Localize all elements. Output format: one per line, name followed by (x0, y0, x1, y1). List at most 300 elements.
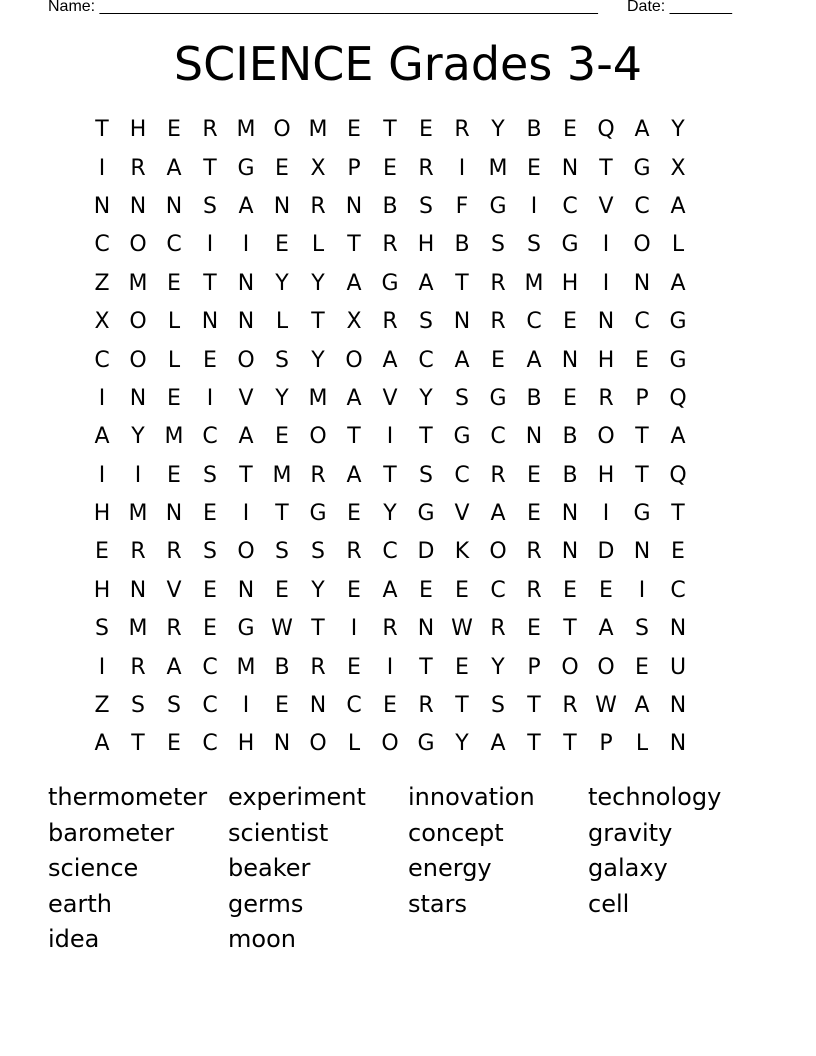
grid-letter: T (131, 731, 145, 757)
word-list-item: galaxy (588, 854, 668, 883)
grid-letter: E (635, 654, 649, 680)
grid-letter: L (167, 347, 181, 373)
grid-letter: B (274, 654, 290, 680)
grid-letter: T (527, 731, 541, 757)
grid-letter: W (271, 616, 293, 642)
grid-letter: E (347, 117, 361, 143)
grid-letter: E (347, 654, 361, 680)
grid-letter: G (237, 616, 255, 642)
grid-letter: S (635, 616, 649, 642)
word-list-item: beaker (228, 854, 311, 883)
grid-letter: V (238, 385, 254, 411)
grid-letter: I (242, 693, 250, 719)
grid-letter: E (455, 577, 469, 603)
grid-letter: T (419, 424, 433, 450)
grid-letter: E (167, 270, 181, 296)
grid-letter: O (273, 117, 291, 143)
grid-letter: Y (275, 385, 289, 411)
grid-letter: X (94, 309, 110, 335)
word-list-item: moon (228, 925, 296, 954)
grid-letter: Y (491, 117, 505, 143)
grid-letter: E (167, 385, 181, 411)
grid-letter: E (563, 309, 577, 335)
grid-letter: A (166, 654, 182, 680)
grid-letter: R (310, 193, 326, 219)
grid-letter: I (206, 385, 214, 411)
grid-letter: C (526, 309, 542, 335)
grid-letter: C (670, 577, 686, 603)
grid-letter: V (598, 193, 614, 219)
grid-letter: A (454, 347, 470, 373)
grid-letter: Y (383, 501, 397, 527)
grid-letter: P (527, 654, 541, 680)
grid-letter: C (202, 424, 218, 450)
grid-letter: H (129, 117, 147, 143)
grid-letter: H (417, 232, 435, 258)
grid-letter: O (309, 424, 327, 450)
grid-letter: I (602, 232, 610, 258)
grid-letter: R (130, 539, 146, 565)
grid-letter: N (453, 309, 471, 335)
word-list-item: stars (408, 889, 467, 918)
grid-letter: G (489, 193, 507, 219)
grid-letter: N (93, 193, 111, 219)
grid-letter: A (94, 731, 110, 757)
grid-letter: Y (311, 577, 325, 603)
grid-letter: A (166, 155, 182, 181)
grid-letter: T (239, 462, 253, 488)
grid-letter: W (451, 616, 473, 642)
grid-letter: A (238, 193, 254, 219)
grid-letter: T (635, 424, 649, 450)
grid-letter: N (561, 539, 579, 565)
grid-letter: A (346, 462, 362, 488)
grid-letter: M (236, 117, 256, 143)
grid-letter: R (526, 539, 542, 565)
grid-letter: T (311, 309, 325, 335)
grid-letter: E (527, 501, 541, 527)
grid-letter: E (599, 577, 613, 603)
grid-letter: Q (669, 385, 687, 411)
grid-letter: T (635, 462, 649, 488)
grid-letter: U (669, 654, 687, 680)
grid-letter: I (98, 385, 106, 411)
grid-row (84, 303, 732, 341)
grid-letter: D (597, 539, 615, 565)
grid-letter: C (94, 347, 110, 373)
grid-letter: Y (419, 385, 433, 411)
grid-row (84, 188, 732, 226)
grid-letter: N (309, 693, 327, 719)
grid-letter: B (382, 193, 398, 219)
grid-letter: R (490, 462, 506, 488)
grid-row (84, 687, 732, 725)
grid-letter: Q (669, 462, 687, 488)
grid-letter: G (453, 424, 471, 450)
grid-letter: T (203, 270, 217, 296)
grid-letter: E (203, 347, 217, 373)
grid-letter: E (167, 731, 181, 757)
grid-letter: B (562, 462, 578, 488)
grid-letter: H (597, 462, 615, 488)
grid-letter: T (347, 424, 361, 450)
grid-letter: D (417, 539, 435, 565)
grid-row (84, 380, 732, 418)
grid-letter: T (455, 693, 469, 719)
grid-row (84, 648, 732, 686)
grid-row (84, 265, 732, 303)
grid-letter: T (203, 155, 217, 181)
grid-letter: O (633, 232, 651, 258)
grid-letter: A (634, 693, 650, 719)
grid-letter: Z (94, 693, 110, 719)
grid-letter: C (202, 693, 218, 719)
grid-letter: A (526, 347, 542, 373)
grid-letter: L (167, 309, 181, 335)
page-title: SCIENCE Grades 3-4 (173, 37, 643, 91)
grid-row (84, 418, 732, 456)
grid-row (84, 572, 732, 610)
grid-letter: E (275, 232, 289, 258)
word-list (48, 780, 768, 958)
date-field[interactable]: Date: _______ (627, 0, 732, 15)
word-list-item: science (48, 854, 139, 883)
grid-letter: R (130, 155, 146, 181)
grid-letter: N (561, 155, 579, 181)
grid-letter: N (633, 270, 651, 296)
grid-letter: S (131, 693, 145, 719)
grid-letter: A (346, 270, 362, 296)
grid-letter: S (527, 232, 541, 258)
grid-letter: T (383, 462, 397, 488)
grid-letter: N (669, 616, 687, 642)
grid-letter: G (669, 309, 687, 335)
grid-letter: E (563, 385, 577, 411)
grid-letter: M (308, 385, 328, 411)
grid-letter: I (458, 155, 466, 181)
grid-letter: G (309, 501, 327, 527)
grid-row (84, 725, 732, 763)
grid-letter: O (237, 347, 255, 373)
grid-letter: N (633, 539, 651, 565)
grid-letter: R (598, 385, 614, 411)
grid-letter: S (419, 193, 433, 219)
grid-letter: A (490, 501, 506, 527)
grid-letter: R (418, 155, 434, 181)
grid-row (84, 226, 732, 264)
grid-letter: L (347, 731, 361, 757)
grid-letter: C (382, 539, 398, 565)
grid-letter: I (638, 577, 646, 603)
grid-letter: A (670, 193, 686, 219)
word-list-row (48, 780, 768, 816)
grid-letter: I (350, 616, 358, 642)
grid-letter: T (347, 232, 361, 258)
grid-letter: Q (597, 117, 615, 143)
grid-letter: C (562, 193, 578, 219)
grid-letter: N (597, 309, 615, 335)
grid-letter: I (242, 232, 250, 258)
word-list-item: cell (588, 889, 630, 918)
grid-letter: T (95, 117, 109, 143)
grid-letter: M (164, 424, 184, 450)
grid-letter: B (454, 232, 470, 258)
grid-letter: N (273, 731, 291, 757)
grid-letter: Y (491, 654, 505, 680)
grid-letter: N (237, 577, 255, 603)
grid-letter: S (203, 193, 217, 219)
grid-letter: I (386, 654, 394, 680)
grid-letter: I (134, 462, 142, 488)
grid-letter: M (272, 462, 292, 488)
grid-letter: O (345, 347, 363, 373)
grid-letter: R (526, 577, 542, 603)
grid-letter: I (602, 270, 610, 296)
grid-letter: X (346, 309, 362, 335)
grid-letter: O (597, 424, 615, 450)
grid-letter: E (527, 155, 541, 181)
grid-letter: V (382, 385, 398, 411)
word-list-item: concept (408, 818, 504, 847)
grid-letter: M (128, 270, 148, 296)
word-list-item: barometer (48, 818, 175, 847)
word-search-grid (84, 111, 732, 764)
grid-letter: C (454, 462, 470, 488)
grid-letter: O (489, 539, 507, 565)
grid-letter: B (526, 385, 542, 411)
grid-letter: R (130, 654, 146, 680)
grid-letter: N (165, 193, 183, 219)
grid-letter: Z (94, 270, 110, 296)
grid-letter: W (595, 693, 617, 719)
grid-letter: T (563, 616, 577, 642)
grid-letter: E (419, 117, 433, 143)
grid-letter: E (563, 577, 577, 603)
grid-letter: O (129, 347, 147, 373)
grid-letter: A (346, 385, 362, 411)
grid-letter: S (275, 539, 289, 565)
grid-letter: A (382, 347, 398, 373)
grid-letter: P (347, 155, 361, 181)
grid-letter: H (237, 731, 255, 757)
grid-letter: I (98, 654, 106, 680)
grid-letter: E (563, 117, 577, 143)
grid-letter: S (167, 693, 181, 719)
grid-letter: O (561, 654, 579, 680)
grid-letter: N (561, 501, 579, 527)
grid-letter: Y (311, 347, 325, 373)
grid-letter: N (129, 193, 147, 219)
grid-letter: B (562, 424, 578, 450)
grid-letter: C (202, 731, 218, 757)
grid-letter: I (98, 462, 106, 488)
word-list-item: gravity (588, 818, 673, 847)
grid-letter: A (670, 424, 686, 450)
grid-letter: E (527, 616, 541, 642)
grid-letter: C (634, 193, 650, 219)
grid-letter: I (602, 501, 610, 527)
grid-letter: P (599, 731, 613, 757)
grid-letter: M (308, 117, 328, 143)
word-list-row (48, 887, 768, 923)
grid-letter: O (597, 654, 615, 680)
grid-letter: P (635, 385, 649, 411)
grid-letter: G (561, 232, 579, 258)
grid-letter: T (527, 693, 541, 719)
grid-letter: E (527, 462, 541, 488)
grid-letter: T (563, 731, 577, 757)
grid-letter: N (201, 309, 219, 335)
grid-letter: Y (671, 117, 685, 143)
grid-letter: E (275, 693, 289, 719)
grid-letter: L (311, 232, 325, 258)
grid-letter: E (275, 155, 289, 181)
word-list-item: energy (408, 854, 492, 883)
grid-letter: E (419, 577, 433, 603)
grid-letter: R (562, 693, 578, 719)
grid-row (84, 533, 732, 571)
grid-letter: S (419, 462, 433, 488)
word-list-item: idea (48, 925, 100, 954)
grid-letter: S (419, 309, 433, 335)
grid-letter: G (417, 731, 435, 757)
grid-letter: R (382, 232, 398, 258)
grid-letter: V (166, 577, 182, 603)
grid-letter: N (525, 424, 543, 450)
grid-letter: E (383, 155, 397, 181)
grid-letter: H (93, 501, 111, 527)
grid-letter: N (417, 616, 435, 642)
grid-letter: A (490, 731, 506, 757)
grid-letter: S (491, 232, 505, 258)
grid-letter: O (129, 309, 147, 335)
grid-letter: M (488, 155, 508, 181)
grid-letter: E (167, 462, 181, 488)
grid-letter: E (347, 577, 361, 603)
grid-letter: S (95, 616, 109, 642)
grid-letter: A (238, 424, 254, 450)
grid-letter: R (346, 539, 362, 565)
grid-letter: N (669, 693, 687, 719)
grid-letter: N (561, 347, 579, 373)
grid-letter: G (489, 385, 507, 411)
grid-letter: T (419, 654, 433, 680)
grid-letter: C (166, 232, 182, 258)
grid-letter: H (561, 270, 579, 296)
grid-letter: T (383, 117, 397, 143)
grid-letter: M (524, 270, 544, 296)
grid-letter: E (95, 539, 109, 565)
grid-letter: E (275, 577, 289, 603)
word-list-item: experiment (228, 783, 366, 812)
grid-letter: X (310, 155, 326, 181)
grid-letter: K (454, 539, 470, 565)
word-list-item: thermometer (48, 783, 208, 812)
grid-letter: Y (311, 270, 325, 296)
grid-letter: L (671, 232, 685, 258)
grid-letter: E (203, 577, 217, 603)
word-list-row (48, 816, 768, 852)
grid-letter: E (347, 501, 361, 527)
grid-letter: O (309, 731, 327, 757)
grid-letter: E (635, 347, 649, 373)
grid-letter: S (203, 539, 217, 565)
grid-letter: T (311, 616, 325, 642)
grid-letter: A (634, 117, 650, 143)
grid-letter: T (599, 155, 613, 181)
grid-letter: A (94, 424, 110, 450)
grid-letter: N (129, 385, 147, 411)
grid-letter: Y (455, 731, 469, 757)
grid-letter: T (671, 501, 685, 527)
grid-letter: R (454, 117, 470, 143)
grid-letter: G (381, 270, 399, 296)
grid-letter: R (490, 616, 506, 642)
grid-letter: Y (275, 270, 289, 296)
grid-letter: G (633, 501, 651, 527)
grid-letter: N (345, 193, 363, 219)
grid-letter: G (237, 155, 255, 181)
grid-letter: I (386, 424, 394, 450)
grid-row (84, 457, 732, 495)
name-field[interactable]: Name: ________________________________________________________ (48, 0, 598, 15)
grid-letter: M (128, 501, 148, 527)
grid-letter: N (237, 270, 255, 296)
grid-letter: S (455, 385, 469, 411)
grid-letter: C (202, 654, 218, 680)
grid-letter: R (490, 309, 506, 335)
grid-letter: A (382, 577, 398, 603)
grid-letter: R (310, 654, 326, 680)
grid-letter: O (237, 539, 255, 565)
grid-letter: C (490, 577, 506, 603)
grid-letter: N (273, 193, 291, 219)
word-list-row (48, 851, 768, 887)
grid-letter: C (418, 347, 434, 373)
word-list-row (48, 922, 768, 958)
word-list-item: earth (48, 889, 112, 918)
grid-letter: N (129, 577, 147, 603)
grid-letter: L (635, 731, 649, 757)
grid-letter: C (490, 424, 506, 450)
grid-letter: L (275, 309, 289, 335)
grid-row (84, 610, 732, 648)
word-list-item: germs (228, 889, 304, 918)
grid-letter: F (455, 193, 469, 219)
grid-letter: G (417, 501, 435, 527)
grid-letter: H (597, 347, 615, 373)
grid-letter: T (455, 270, 469, 296)
grid-row (84, 495, 732, 533)
grid-letter: I (98, 155, 106, 181)
grid-letter: S (491, 693, 505, 719)
grid-letter: R (202, 117, 218, 143)
grid-letter: R (382, 616, 398, 642)
grid-letter: A (418, 270, 434, 296)
grid-letter: E (455, 654, 469, 680)
grid-letter: C (634, 309, 650, 335)
grid-letter: M (128, 616, 148, 642)
grid-letter: E (383, 693, 397, 719)
grid-letter: I (530, 193, 538, 219)
grid-letter: R (418, 693, 434, 719)
grid-row (84, 111, 732, 149)
word-list-item: innovation (408, 783, 535, 812)
grid-letter: T (275, 501, 289, 527)
grid-letter: R (310, 462, 326, 488)
grid-letter: G (669, 347, 687, 373)
grid-letter: E (671, 539, 685, 565)
